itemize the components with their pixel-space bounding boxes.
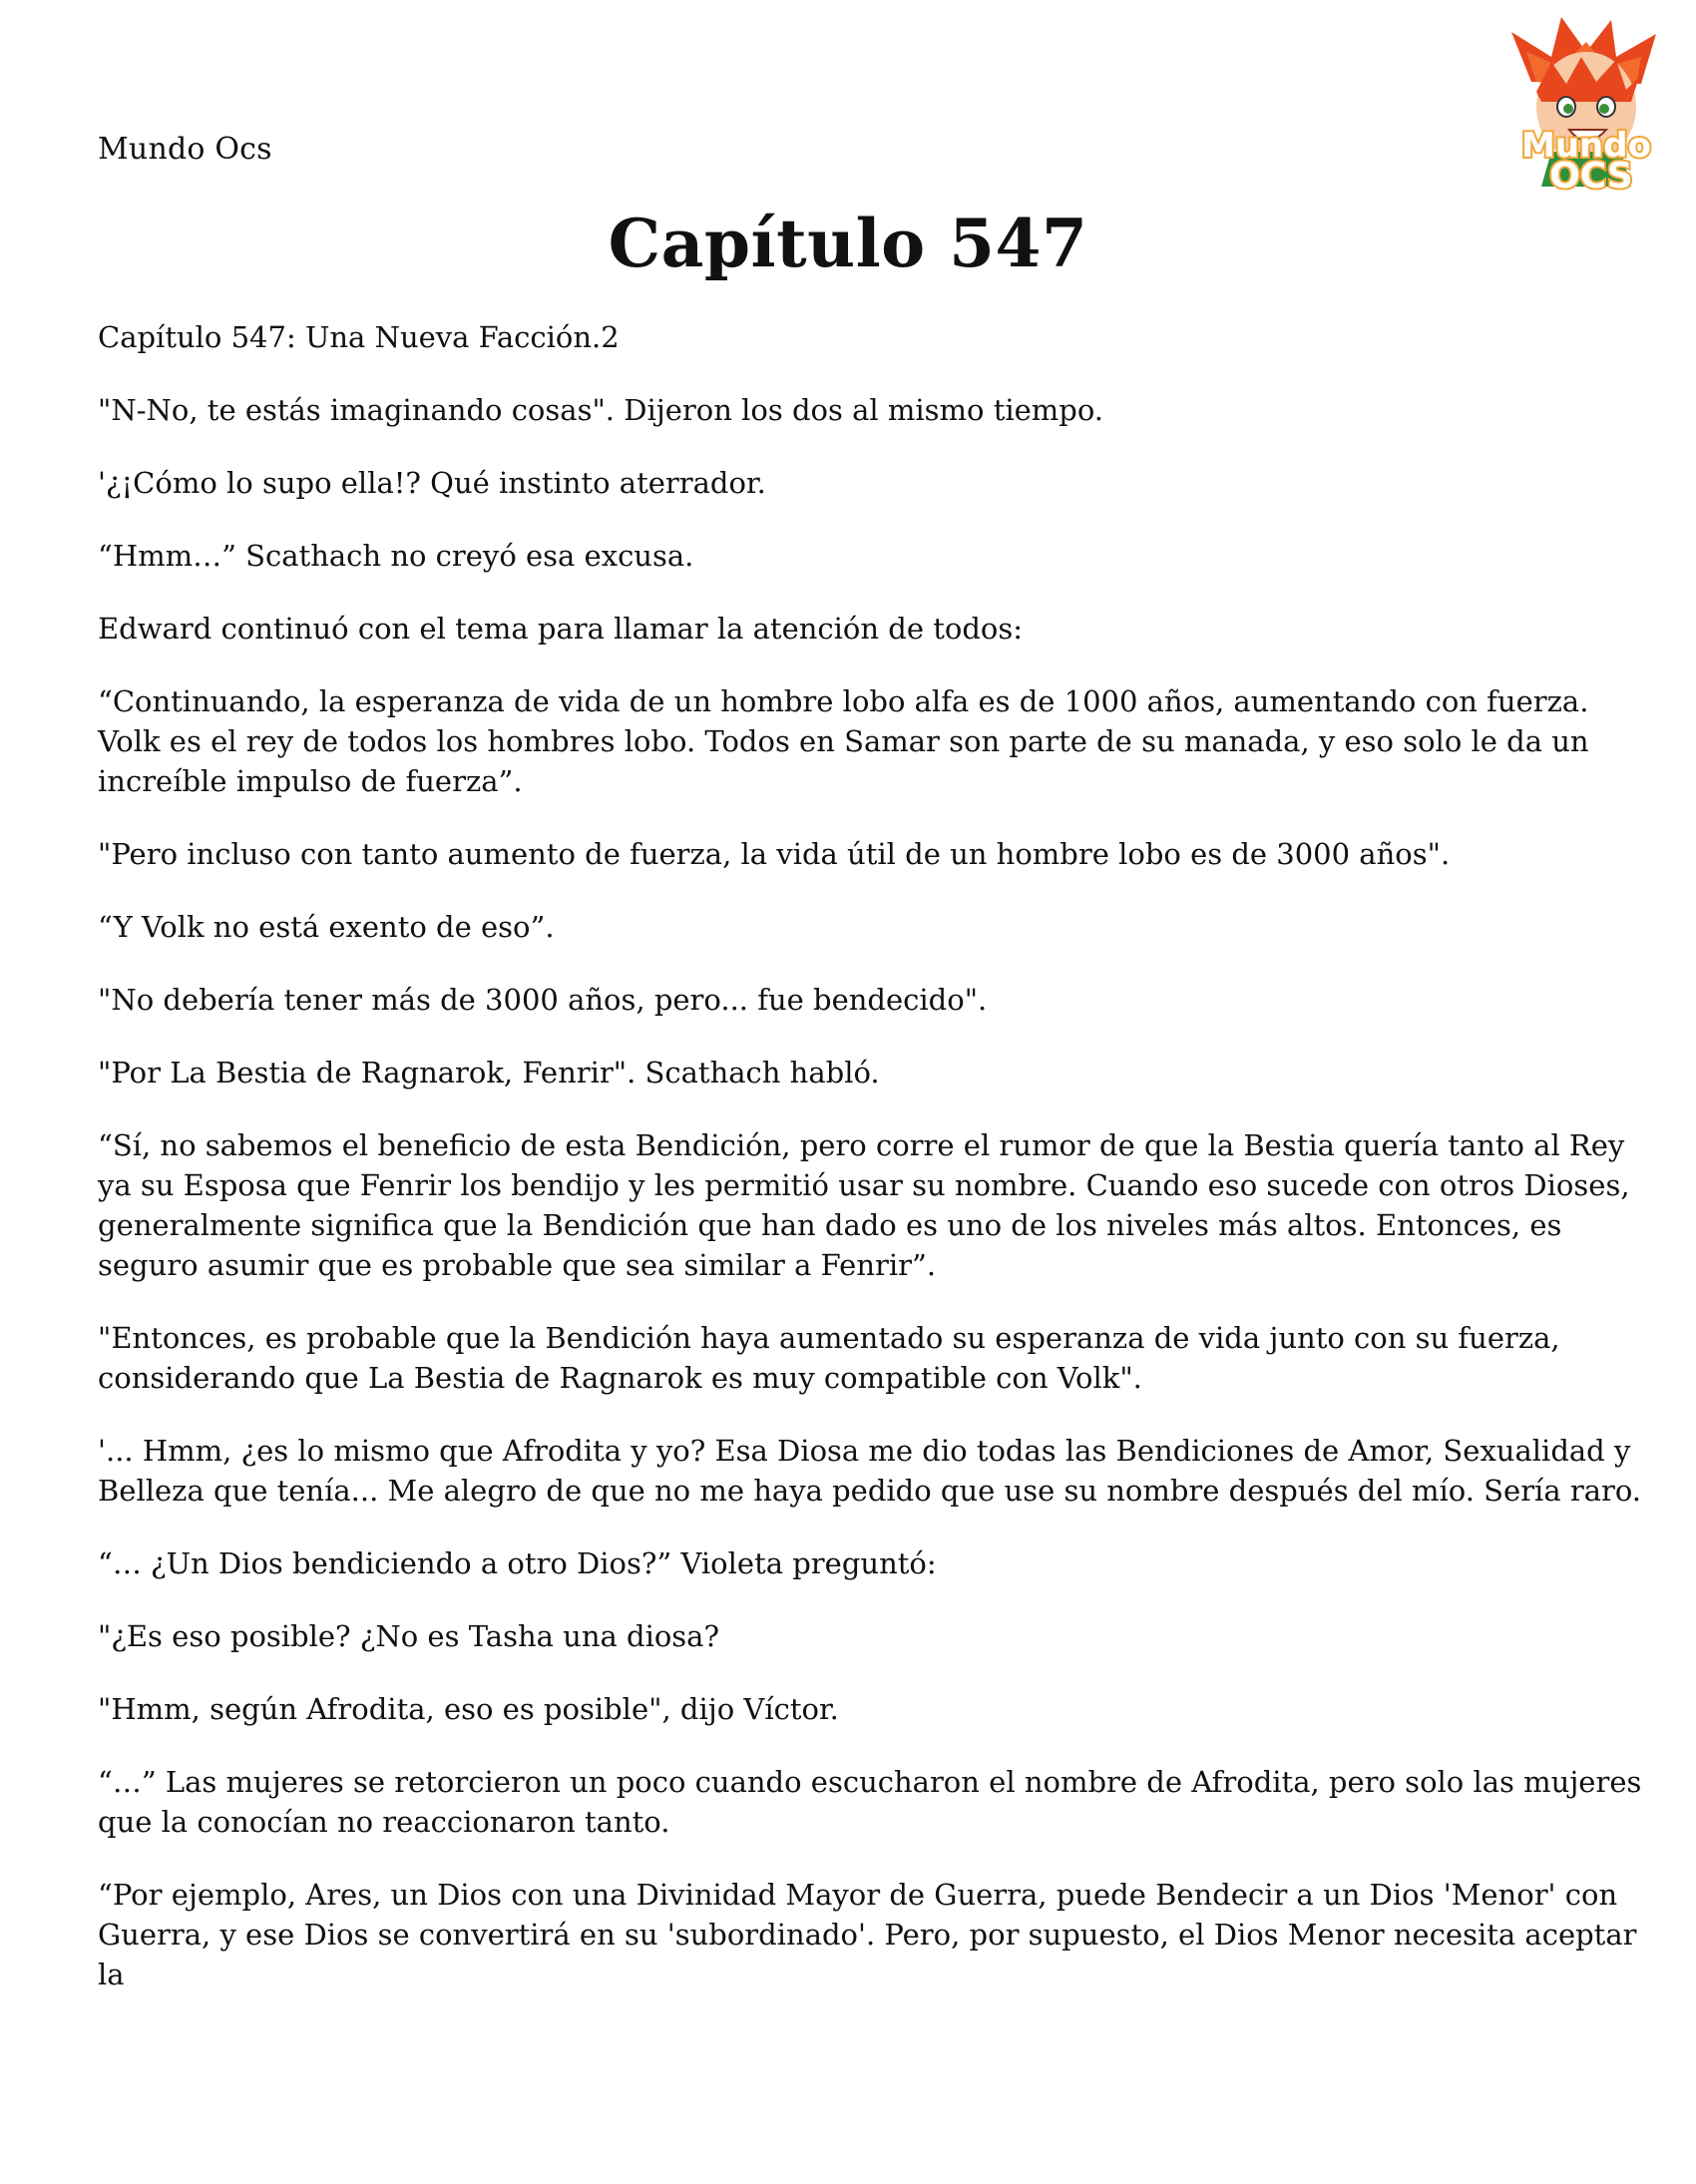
paragraph: Edward continuó con el tema para llamar la atención de todos: [98, 612, 1024, 646]
paragraph: "No debería tener más de 3000 años, pero... fue bendecido". [98, 983, 988, 1017]
chapter-body [98, 317, 1644, 2027]
paragraph: "Hmm, según Afrodita, eso es posible", dijo Víctor. [98, 1692, 839, 1726]
paragraph: “… ¿Un Dios bendiciendo a otro Dios?” Violeta preguntó: [98, 1546, 937, 1580]
paragraph: "Entonces, es probable que la Bendición haya aumentado su esperanza de vida junto con su fuerza, considerando que La Bestia de Ragnarok es muy compatible con Volk". [98, 1321, 1560, 1395]
paragraph: “Por ejemplo, Ares, un Dios con una Divinidad Mayor de Guerra, puede Bendecir a un Dios 'Menor' con Guerra, y ese Dios se convertirá en su 'subordinado'. Pero, por supuesto, el Dios Menor necesita aceptar la [98, 1878, 1637, 1991]
chapter-title: Capítulo 547 [608, 205, 1088, 282]
mundo-ocs-logo [1491, 12, 1681, 192]
paragraph: “Sí, no sabemos el beneficio de esta Bendición, pero corre el rumor de que la Bestia quería tanto al Rey ya su Esposa que Fenrir los bendijo y les permitió usar su nombre. Cuando eso sucede con otros Dioses, generalmente significa que la Bendición que han dado es uno de los niveles más altos. Entonces, es seguro asumir que es probable que sea similar a Fenrir”. [98, 1128, 1630, 1282]
paragraph: “Hmm…” Scathach no creyó esa excusa. [98, 539, 694, 573]
paragraph: "Por La Bestia de Ragnarok, Fenrir". Scathach habló. [98, 1056, 880, 1090]
paragraph: "Pero incluso con tanto aumento de fuerza, la vida útil de un hombre lobo es de 3000 años". [98, 837, 1451, 871]
paragraph: '... Hmm, ¿es lo mismo que Afrodita y yo? Esa Diosa me dio todas las Bendiciones de Amor, Sexualidad y Belleza que tenía... Me alegro de que no me haya pedido que use su nombre después del mío. Sería raro. [98, 1434, 1642, 1508]
logo-text-mundo: Mundo [1521, 126, 1651, 166]
site-name: Mundo Ocs [98, 132, 272, 167]
paragraph: "N-No, te estás imaginando cosas". Dijeron los dos al mismo tiempo. [98, 393, 1104, 427]
paragraph: '¿¡Cómo lo supo ella!? Qué instinto aterrador. [98, 466, 766, 500]
paragraph: “…” Las mujeres se retorcieron un poco cuando escucharon el nombre de Afrodita, pero solo las mujeres que la conocían no reaccionaron tanto. [98, 1765, 1642, 1839]
paragraph: “Y Volk no está exento de eso”. [98, 910, 555, 944]
paragraph: "¿Es eso posible? ¿No es Tasha una diosa? [98, 1619, 720, 1653]
paragraph: “Continuando, la esperanza de vida de un hombre lobo alfa es de 1000 años, aumentando con fuerza. Volk es el rey de todos los hombres lobo. Todos en Samar son parte de su manada, y eso solo le da un increíble impulso de fuerza”. [98, 684, 1589, 798]
logo-text-ocs: OCS [1549, 156, 1633, 192]
paragraph: Capítulo 547: Una Nueva Facción.2 [98, 320, 620, 354]
